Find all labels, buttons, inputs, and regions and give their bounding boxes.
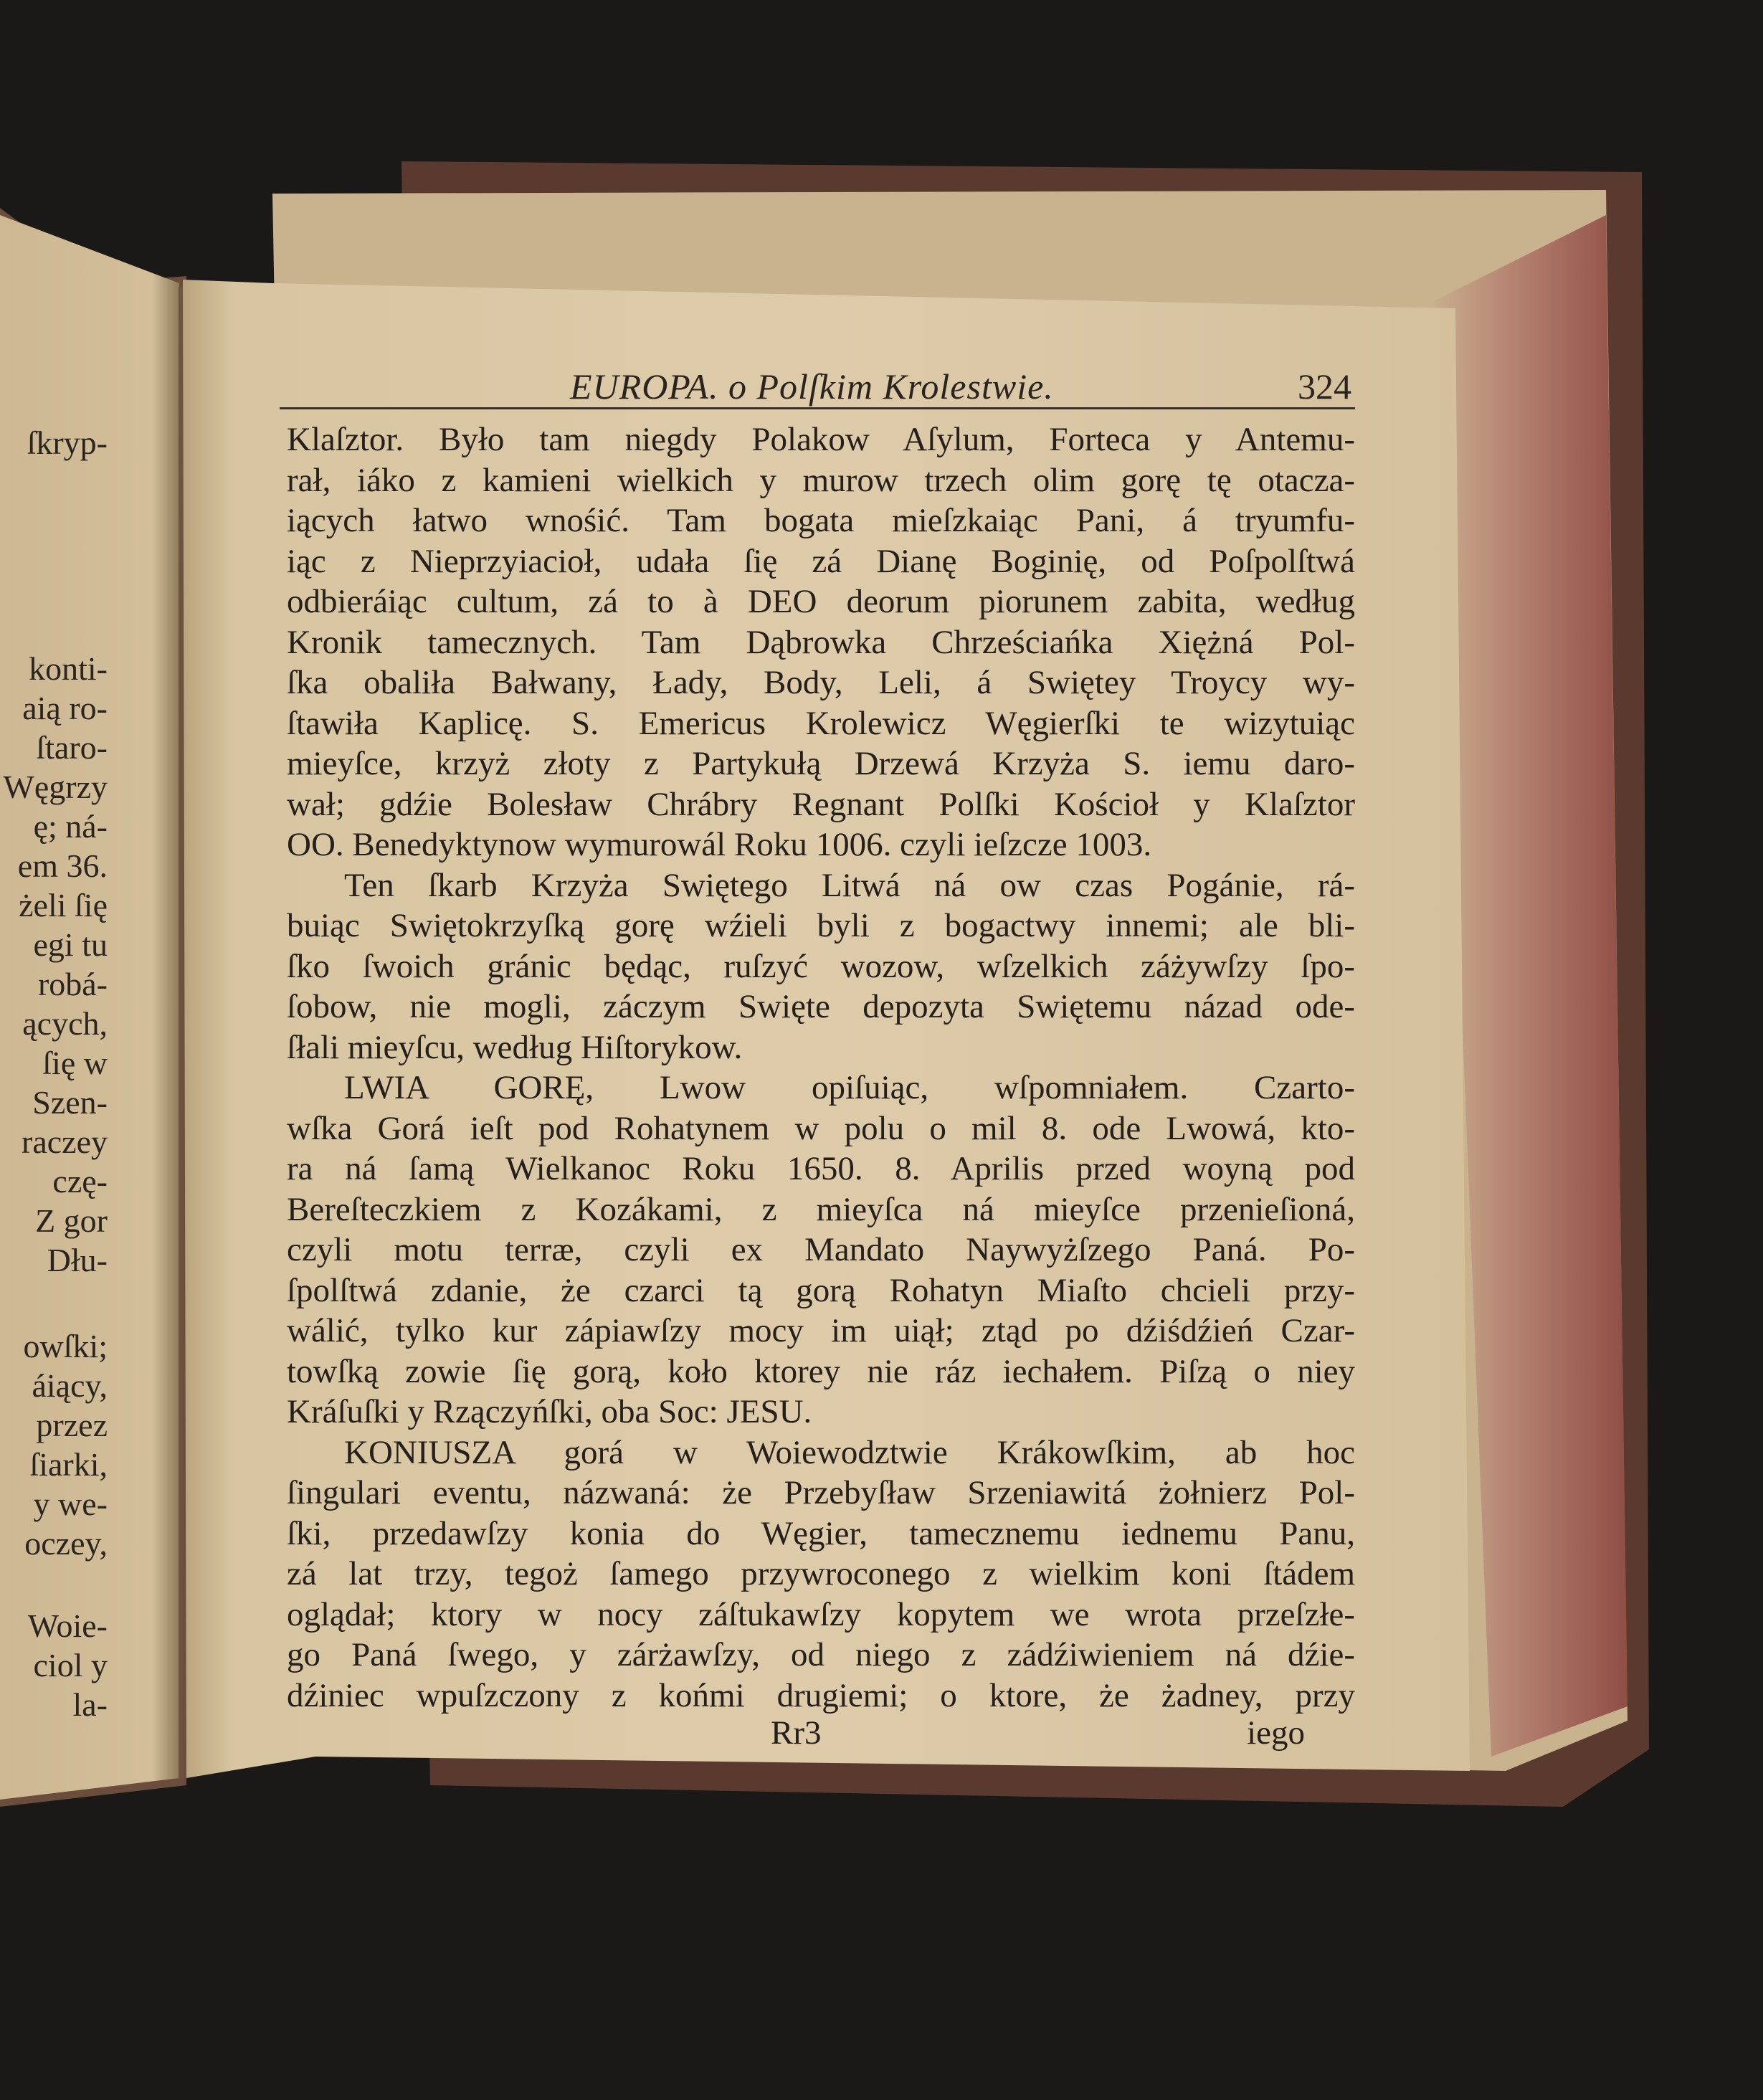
left-line: konti-: [29, 650, 108, 687]
left-line: ących,: [22, 1005, 108, 1042]
text-line: wał; gdźie Bolesław Chrábry Regnant Polſki Kościoł y Klaſztor: [287, 785, 1355, 823]
left-line: owſki;: [23, 1328, 108, 1364]
left-line: la-: [72, 1686, 108, 1723]
signature-mark: Rr3: [771, 1714, 822, 1752]
left-line: raczey: [22, 1123, 108, 1160]
left-line: ſię w: [42, 1045, 108, 1081]
text-line: OO. Benedyktynow wymurowál Roku 1006. czyli ieſzcze 1003.: [287, 826, 1152, 863]
left-line: Dłu-: [47, 1242, 108, 1278]
text-line: ſki, przedawſzy konia do Węgier, tamecznemu iednemu Panu,: [287, 1514, 1355, 1552]
text-line: buiąc Swiętokrzyſką gorę wźieli byli z bogactwy innemi; ale bli-: [287, 907, 1355, 944]
left-line: żeli ſię: [19, 887, 108, 923]
text-line: odbieráiąc cultum, zá to à DEO deorum piorunem zabita, według: [287, 583, 1355, 620]
text-line: ſko ſwoich gránic będąc, ruſzyć wozow, wſzelkich záżywſzy ſpo-: [287, 947, 1355, 985]
text-line: ſka obaliła Bałwany, Łady, Body, Leli, á Swiętey Troycy wy-: [287, 664, 1355, 701]
left-line: ę; ná-: [33, 808, 108, 845]
header-rule: [280, 407, 1355, 409]
left-line: Z gor: [35, 1202, 108, 1239]
text-line: Klaſztor. Było tam niegdy Polakow Aſylum, Forteca y Antemu-: [287, 421, 1355, 458]
text-line: ſłali mieyſcu, według Hiſtorykow.: [287, 1028, 743, 1066]
left-line: przez: [36, 1407, 108, 1443]
text-line: ſpolſtwá zdanie, że czarci tą gorą Rohatyn Miaſto chcieli przy-: [287, 1271, 1355, 1309]
page-number: 324: [1298, 366, 1351, 407]
left-line: czę-: [52, 1163, 108, 1199]
text-line: wálić, tylko kur zápiawſzy mocy im uiął; ztąd po dźiśdźień Czar-: [287, 1312, 1355, 1349]
left-line: Szen-: [32, 1084, 108, 1121]
left-line: ſkryp-: [27, 424, 108, 461]
left-line: ſiarki,: [29, 1446, 108, 1483]
text-line: Kráſuſki y Rzączyńſki, oba Soc: JESU.: [287, 1393, 812, 1430]
left-line: Węgrzy: [3, 769, 108, 805]
left-line: robá-: [37, 966, 108, 1002]
text-line: oglądał; ktory w nocy záſtukawſzy kopytem we wrota przeſzłe-: [287, 1595, 1355, 1633]
text-line: Kronik tamecznych. Tam Dąbrowka Chrześciańka Xiężná Pol-: [287, 623, 1355, 661]
text-line: dźiniec wpuſzczony z końmi drugiemi; o ktore, że żadney, przy: [287, 1676, 1355, 1714]
text-line: Ten ſkarb Krzyża Swiętego Litwá ná ow czas Pogánie, rá-: [344, 866, 1355, 904]
page-footer: [287, 1714, 1355, 1757]
text-line: towſką zowie ſię gorą, koło ktorey nie ráz iechałem. Piſzą o niey: [287, 1352, 1355, 1390]
left-line: y we-: [33, 1486, 108, 1522]
body-text: [287, 419, 1355, 1716]
text-line: wſka Gorá ieſt pod Rohatynem w polu o mil 8. ode Lwowá, kto-: [287, 1109, 1355, 1147]
text-line: ſingulari eventu, názwaná: że Przebyſław Srzeniawitá żołnierz Pol-: [287, 1474, 1355, 1511]
left-line: ciol y: [33, 1647, 108, 1683]
text-line: rał, iáko z kamieni wielkich y murow trzech olim gorę tę otacza-: [287, 461, 1355, 499]
text-line: zá lat trzy, tegoż ſamego przywroconego z wielkim koni ſtádem: [287, 1555, 1355, 1592]
left-line: egi tu: [33, 926, 108, 963]
left-line: áiący,: [32, 1367, 108, 1404]
left-line: aią ro-: [22, 690, 108, 726]
text-line: iąc z Nieprzyiacioł, udała ſię zá Dianę Boginię, od Poſpolſtwá: [287, 542, 1355, 580]
left-line: oczey,: [24, 1525, 108, 1562]
text-line: czyli motu terræ, czyli ex Mandato Naywyżſzego Paná. Po-: [287, 1231, 1355, 1268]
page-header: [290, 366, 1351, 409]
text-line: KONIUSZA gorá w Woiewodztwie Krákowſkim, ab hoc: [344, 1433, 1355, 1471]
left-line: ſtaro-: [36, 729, 108, 766]
text-line: ra ná ſamą Wielkanoc Roku 1650. 8. Aprilis przed woyną pod: [287, 1150, 1355, 1187]
left-line: Woie-: [27, 1607, 108, 1644]
text-line: iących łatwo wnośić. Tam bogata mieſzkaiąc Pani, á tryumfu-: [287, 502, 1355, 539]
text-line: ſtawiła Kaplicę. S. Emericus Krolewicz Węgierſki te wizytuiąc: [287, 704, 1355, 742]
text-line: go Paná ſwego, y zárżawſzy, od niego z zádźiwieniem ná dźie-: [287, 1636, 1355, 1673]
text-line: Bereſteczkiem z Kozákami, z mieyſca ná mieyſce przenieſioná,: [287, 1190, 1355, 1228]
catchword: iego: [1247, 1714, 1305, 1752]
text-line: LWIA GORĘ, Lwow opiſuiąc, wſpomniałem. Czarto-: [344, 1069, 1355, 1106]
text-line: ſobow, nie mogli, záczym Swięte depozyta Swiętemu názad ode-: [287, 988, 1355, 1025]
text-line: mieyſce, krzyż złoty z Partykułą Drzewá Krzyża S. iemu daro-: [287, 745, 1355, 782]
running-head: EUROPA. o Polſkim Krolestwie.: [570, 366, 1054, 407]
left-line: em 36.: [17, 847, 108, 884]
